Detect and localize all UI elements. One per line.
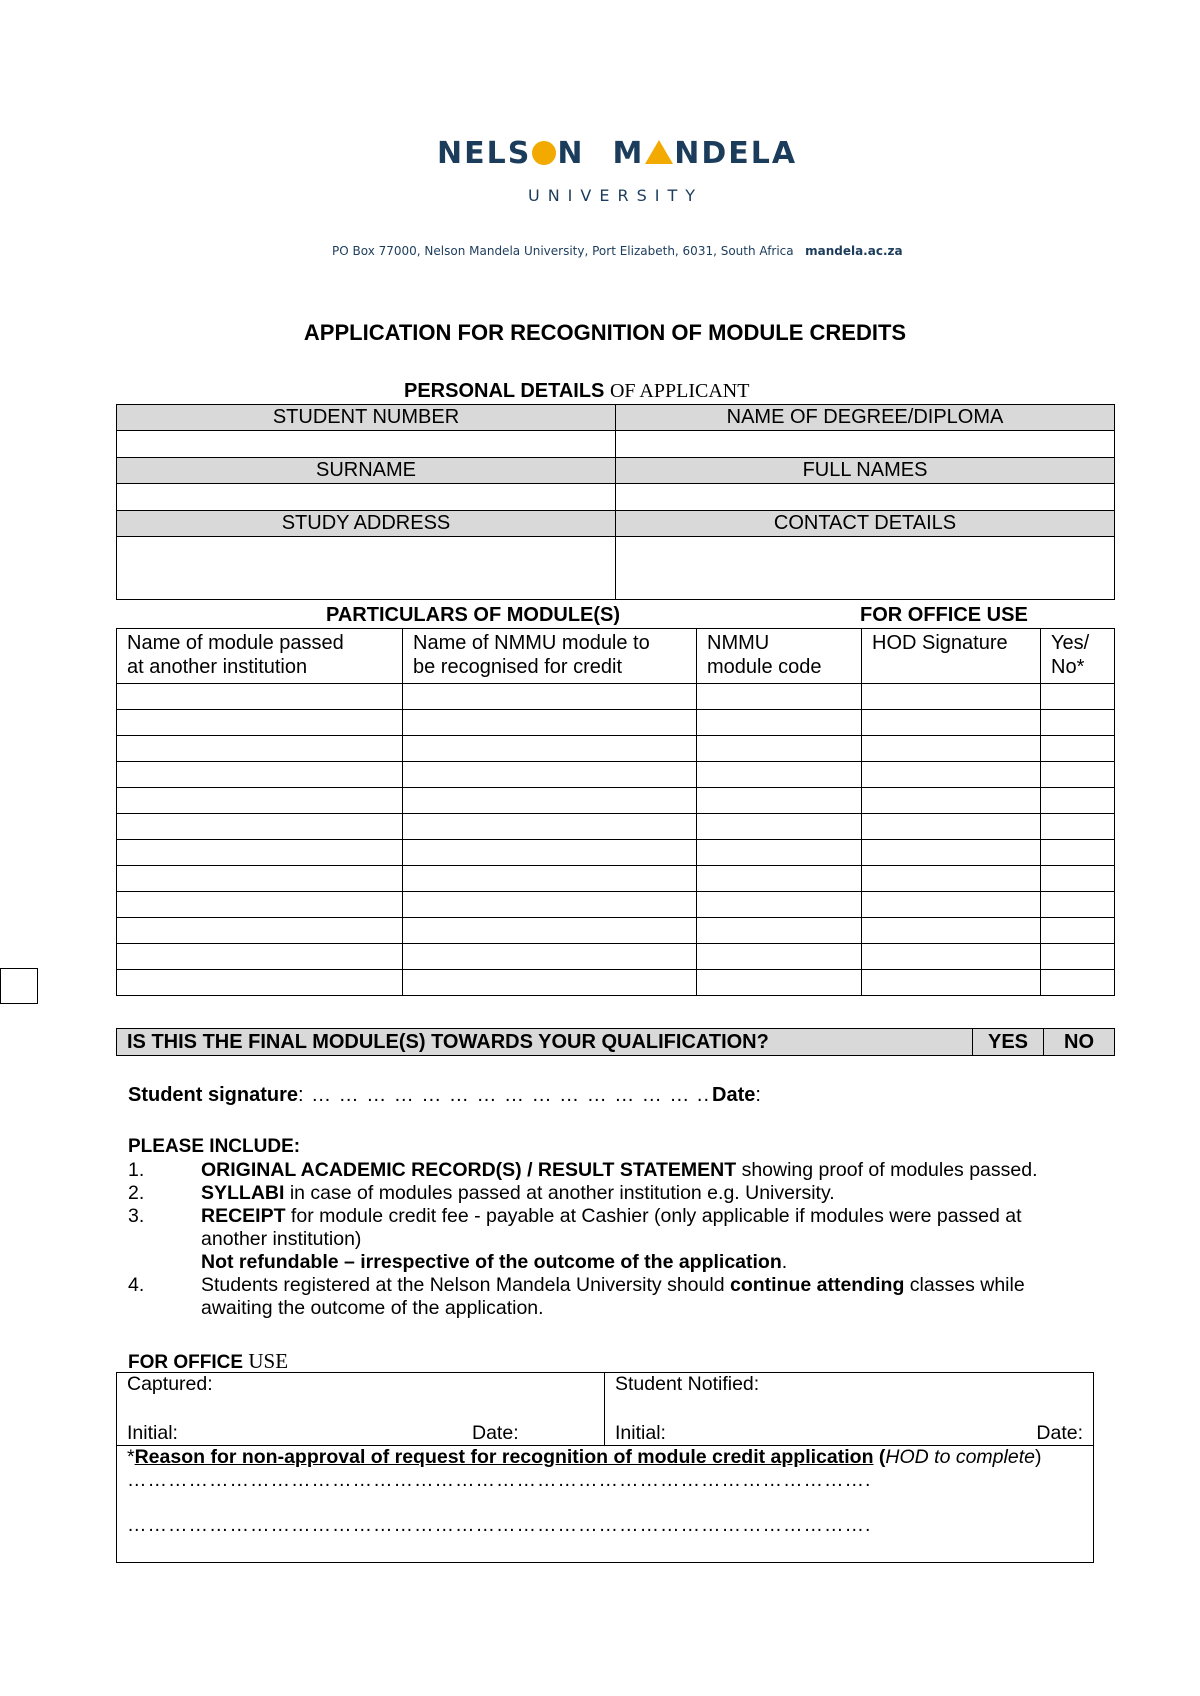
modules-header-row	[117, 629, 1115, 684]
please-include-heading: PLEASE INCLUDE:	[128, 1136, 301, 1157]
captured-initial-row	[127, 1422, 594, 1445]
office-use-table	[116, 1372, 1094, 1563]
sun-icon	[532, 141, 556, 165]
reason-dotline-2[interactable]: ……………………………………………………………………………………………….	[127, 1514, 872, 1536]
personal-details-heading	[404, 380, 749, 403]
contact-details-label: CONTACT DETAILS	[616, 511, 1115, 537]
personal-heading-rest: OF APPLICANT	[609, 380, 750, 402]
list-item: 3. RECEIPT for module credit fee - payable at Cashier (only applicable if modules were passed at another institution) Not refundable – irrespective of the outcome of the application.	[128, 1205, 1022, 1273]
col-nmmu-module	[403, 629, 697, 684]
col3-line2: module code	[707, 656, 822, 678]
hod-note: HOD to complete	[885, 1446, 1035, 1468]
office-title-rest: USE	[248, 1349, 289, 1373]
triangle-icon	[645, 140, 673, 164]
item-number: 3.	[128, 1205, 145, 1227]
col-yes-no	[1041, 629, 1115, 684]
captured-date-label: Date:	[472, 1422, 519, 1444]
logo-subtitle: UNIVERSITY	[528, 186, 703, 205]
signature-date-label: Date	[712, 1084, 756, 1106]
surname-field[interactable]	[117, 484, 616, 511]
list-item	[128, 1159, 1088, 1182]
personal-details-table	[116, 404, 1115, 600]
signature-dots[interactable]: : … … … … … … … … … … … … … … ..	[298, 1084, 711, 1106]
table-row[interactable]	[117, 918, 1115, 944]
margin-checkbox[interactable]	[0, 968, 38, 1004]
student-notified-label: Student Notified:	[615, 1373, 760, 1395]
table-row[interactable]	[117, 840, 1115, 866]
table-row[interactable]	[117, 684, 1115, 710]
captured-initial-label: Initial:	[127, 1422, 178, 1444]
item-text: Students registered at the Nelson Mandela University should	[201, 1274, 730, 1296]
col1-line1: Name of module passed	[127, 632, 344, 654]
study-address-label: STUDY ADDRESS	[117, 511, 616, 537]
postal-address	[332, 244, 903, 258]
table-row[interactable]	[117, 970, 1115, 996]
col2-line1: Name of NMMU module to	[413, 632, 650, 654]
captured-label: Captured:	[127, 1373, 213, 1395]
table-row[interactable]	[117, 788, 1115, 814]
refund-note: Not refundable – irrespective of the outcome of the application	[201, 1251, 782, 1273]
notified-initial-row	[615, 1422, 1083, 1445]
university-logo	[437, 136, 837, 171]
student-notified-cell[interactable]	[605, 1373, 1094, 1446]
form-title: APPLICATION FOR RECOGNITION OF MODULE CREDITS	[303, 320, 907, 345]
notified-date-label: Date:	[1036, 1422, 1083, 1444]
table-row[interactable]	[117, 736, 1115, 762]
table-row[interactable]	[117, 762, 1115, 788]
table-row[interactable]	[117, 892, 1115, 918]
col5-line1: Yes/	[1051, 632, 1090, 654]
contact-details-field[interactable]	[616, 537, 1115, 600]
address-text: PO Box 77000, Nelson Mandela University, Port Elizabeth, 6031, South Africa	[332, 244, 794, 258]
modules-heading: PARTICULARS OF MODULE(S)	[326, 604, 621, 626]
reason-text: Reason for non-approval of request for recognition of module credit application	[134, 1446, 874, 1468]
office-use-title	[128, 1349, 288, 1374]
list-item	[128, 1182, 1088, 1205]
student-number-field[interactable]	[117, 431, 616, 458]
signature-label: Student signature	[128, 1084, 299, 1106]
website-text: mandela.ac.za	[805, 244, 903, 258]
student-signature	[128, 1084, 710, 1107]
table-row[interactable]	[117, 814, 1115, 840]
item-text: showing proof of modules passed.	[736, 1159, 1038, 1181]
col1-line2: at another institution	[127, 656, 308, 678]
logo-word-mandela: M NDELA	[612, 136, 798, 171]
personal-heading-bold: PERSONAL DETAILS	[404, 380, 605, 402]
include-list	[128, 1159, 1088, 1320]
table-row[interactable]	[117, 710, 1115, 736]
full-names-field[interactable]	[616, 484, 1115, 511]
notified-initial-label: Initial:	[615, 1422, 666, 1444]
table-row[interactable]	[117, 944, 1115, 970]
item-number: 1.	[128, 1159, 145, 1181]
full-names-label: FULL NAMES	[616, 458, 1115, 484]
item-text: in case of modules passed at another institution e.g. University.	[284, 1182, 835, 1204]
col-hod-signature: HOD Signature	[862, 629, 1041, 684]
col-module-code	[697, 629, 862, 684]
col3-line1: NMMU	[707, 632, 770, 654]
reason-heading: *Reason for non-approval of request for recognition of module credit application (HOD to complete)	[127, 1446, 1042, 1468]
no-option[interactable]: NO	[1044, 1029, 1115, 1056]
modules-table	[116, 628, 1115, 996]
study-address-field[interactable]	[117, 537, 616, 600]
item-text: classes while awaiting the outcome of the application.	[201, 1274, 1025, 1319]
logo-word-nelson: NELS N	[437, 136, 585, 171]
captured-cell[interactable]	[117, 1373, 605, 1446]
reason-dotline-1[interactable]: ……………………………………………………………………………………………….	[127, 1469, 872, 1491]
list-item	[128, 1274, 1088, 1320]
office-use-heading: FOR OFFICE USE	[860, 604, 1028, 626]
item-bold: continue attending	[729, 1274, 905, 1296]
table-row[interactable]	[117, 866, 1115, 892]
final-module-question: IS THIS THE FINAL MODULE(S) TOWARDS YOUR QUALIFICATION?	[117, 1029, 973, 1056]
item-bold: ORIGINAL ACADEMIC RECORD(S) / RESULT STATEMENT	[201, 1159, 737, 1181]
yes-option[interactable]: YES	[973, 1029, 1044, 1056]
col5-line2: No*	[1051, 656, 1085, 678]
item-bold: SYLLABI	[201, 1182, 285, 1204]
degree-field[interactable]	[616, 431, 1115, 458]
col2-line2: be recognised for credit	[413, 656, 623, 678]
item-bold: RECEIPT	[201, 1205, 286, 1227]
item-number: 2.	[128, 1182, 145, 1204]
item-text: for module credit fee - payable at Cashier (only applicable if modules were passed at another institution)	[201, 1205, 1022, 1250]
office-title-bold: FOR OFFICE	[128, 1352, 244, 1373]
col-other-module	[117, 629, 403, 684]
signature-date: Date:	[712, 1084, 761, 1106]
student-number-label: STUDENT NUMBER	[117, 405, 616, 431]
item-number: 4.	[128, 1274, 145, 1296]
surname-label: SURNAME	[117, 458, 616, 484]
degree-label: NAME OF DEGREE/DIPLOMA	[616, 405, 1115, 431]
final-module-table	[116, 1028, 1115, 1056]
reason-cell[interactable]	[117, 1446, 1094, 1563]
